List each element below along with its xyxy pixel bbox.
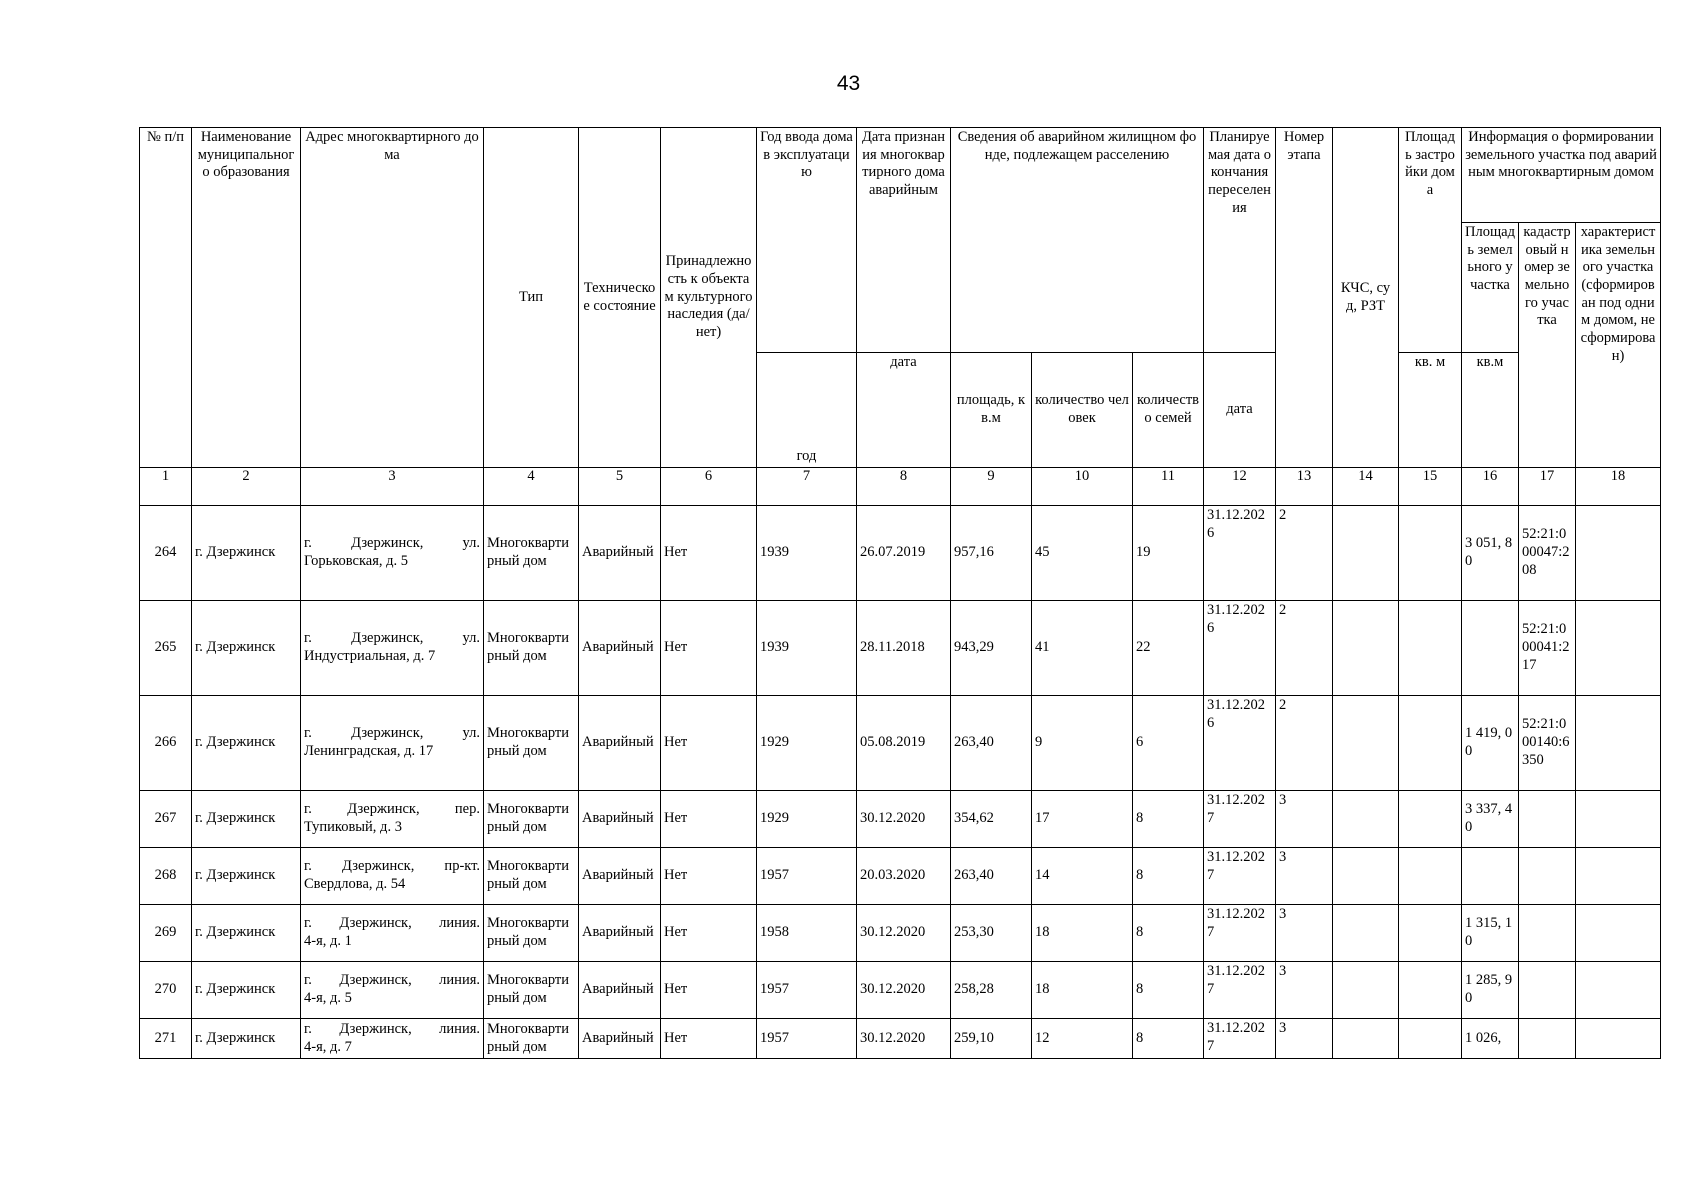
kchs-cell: [1333, 962, 1399, 1019]
build-area-cell: [1399, 905, 1462, 962]
plan-date-cell: 31.12.2027: [1204, 791, 1276, 848]
header-build-area: Площадь застройки дома: [1399, 128, 1462, 353]
cadastral-cell: [1519, 905, 1576, 962]
kchs-cell: [1333, 696, 1399, 791]
column-number: 15: [1399, 468, 1462, 506]
area-cell: 258,28: [951, 962, 1032, 1019]
land-char-cell: [1576, 601, 1661, 696]
municipality-cell: г. Дзержинск: [192, 696, 301, 791]
people-cell: 18: [1032, 905, 1133, 962]
stage-cell: 3: [1276, 905, 1333, 962]
plan-date-cell: 31.12.2026: [1204, 506, 1276, 601]
area-cell: 263,40: [951, 848, 1032, 905]
column-number: 8: [857, 468, 951, 506]
condition-cell: Аварийный: [579, 962, 661, 1019]
families-cell: 8: [1133, 962, 1204, 1019]
people-cell: 14: [1032, 848, 1133, 905]
recognition-date-cell: 05.08.2019: [857, 696, 951, 791]
address-line: г. Дзержинск, ул.: [304, 725, 480, 742]
header-num: № п/п: [140, 128, 192, 468]
land-char-cell: [1576, 696, 1661, 791]
condition-cell: Аварийный: [579, 791, 661, 848]
type-cell: Многоквартирный дом: [484, 848, 579, 905]
land-char-cell: [1576, 791, 1661, 848]
column-number: 14: [1333, 468, 1399, 506]
municipality-cell: г. Дзержинск: [192, 1019, 301, 1059]
address-line: Индустриальная, д. 7: [304, 648, 436, 664]
header-year: Год ввода дома в эксплуатацию: [757, 128, 857, 353]
type-cell: Многоквартирный дом: [484, 905, 579, 962]
header-land-area-unit: кв.м: [1462, 353, 1519, 468]
address-cell: [301, 601, 484, 696]
people-cell: 18: [1032, 962, 1133, 1019]
condition-cell: Аварийный: [579, 601, 661, 696]
cadastral-cell: 52:21:000047:208: [1519, 506, 1576, 601]
year-cell: 1939: [757, 601, 857, 696]
row-number: 269: [140, 905, 192, 962]
table-row: [140, 848, 1661, 905]
row-number: 270: [140, 962, 192, 1019]
header-kchs: КЧС, суд, РЗТ: [1333, 128, 1399, 468]
cadastral-cell: [1519, 962, 1576, 1019]
column-number: 6: [661, 468, 757, 506]
land-area-cell: 3 337, 40: [1462, 791, 1519, 848]
municipality-cell: г. Дзержинск: [192, 905, 301, 962]
area-cell: 957,16: [951, 506, 1032, 601]
condition-cell: Аварийный: [579, 905, 661, 962]
header-area: площадь, кв.м: [951, 353, 1032, 468]
column-number: 17: [1519, 468, 1576, 506]
address-line: Свердлова, д. 54: [304, 876, 406, 892]
address-line: г. Дзержинск, пер.: [304, 801, 480, 818]
recognition-date-cell: 30.12.2020: [857, 962, 951, 1019]
plan-date-cell: 31.12.2026: [1204, 601, 1276, 696]
recognition-date-cell: 20.03.2020: [857, 848, 951, 905]
address-line: Горьковская, д. 5: [304, 553, 409, 569]
land-char-cell: [1576, 1019, 1661, 1059]
stage-cell: 3: [1276, 962, 1333, 1019]
kchs-cell: [1333, 905, 1399, 962]
header-heritage: Принадлежность к объектам культурного наследия (да/нет): [661, 128, 757, 468]
table-row: [140, 962, 1661, 1019]
area-cell: 259,10: [951, 1019, 1032, 1059]
kchs-cell: [1333, 1019, 1399, 1059]
header-address: Адрес многоквартирного дома: [301, 128, 484, 468]
row-number: 266: [140, 696, 192, 791]
condition-cell: Аварийный: [579, 696, 661, 791]
recognition-date-cell: 26.07.2019: [857, 506, 951, 601]
column-number: 10: [1032, 468, 1133, 506]
address-cell: [301, 791, 484, 848]
stage-cell: 3: [1276, 848, 1333, 905]
build-area-cell: [1399, 848, 1462, 905]
heritage-cell: Нет: [661, 506, 757, 601]
cadastral-cell: [1519, 1019, 1576, 1059]
people-cell: 41: [1032, 601, 1133, 696]
condition-cell: Аварийный: [579, 506, 661, 601]
table-row: [140, 506, 1661, 601]
municipality-cell: г. Дзержинск: [192, 791, 301, 848]
heritage-cell: Нет: [661, 601, 757, 696]
table-row: [140, 791, 1661, 848]
header-build-area-unit: кв. м: [1399, 353, 1462, 468]
column-number: 1: [140, 468, 192, 506]
row-number: 271: [140, 1019, 192, 1059]
address-line: г. Дзержинск, линия.: [304, 1020, 480, 1037]
year-cell: 1929: [757, 696, 857, 791]
header-plan-date: Планируемая дата окончания переселения: [1204, 128, 1276, 353]
address-line: г. Дзержинск, линия.: [304, 915, 480, 932]
address-line: 4-я, д. 1: [304, 933, 352, 949]
build-area-cell: [1399, 1019, 1462, 1059]
stage-cell: 3: [1276, 1019, 1333, 1059]
land-char-cell: [1576, 506, 1661, 601]
column-number: 11: [1133, 468, 1204, 506]
build-area-cell: [1399, 506, 1462, 601]
cadastral-cell: [1519, 848, 1576, 905]
land-area-cell: 1 026,: [1462, 1019, 1519, 1059]
recognition-date-cell: 30.12.2020: [857, 905, 951, 962]
header-stage: Номер этапа: [1276, 128, 1333, 468]
build-area-cell: [1399, 791, 1462, 848]
families-cell: 8: [1133, 905, 1204, 962]
column-number: 12: [1204, 468, 1276, 506]
stage-cell: 2: [1276, 506, 1333, 601]
plan-date-cell: 31.12.2027: [1204, 962, 1276, 1019]
municipality-cell: г. Дзержинск: [192, 962, 301, 1019]
column-number: 16: [1462, 468, 1519, 506]
stage-cell: 3: [1276, 791, 1333, 848]
column-number: 13: [1276, 468, 1333, 506]
land-char-cell: [1576, 905, 1661, 962]
page-number: 43: [836, 72, 861, 95]
cadastral-cell: 52:21:000041:217: [1519, 601, 1576, 696]
header-land-area: Площадь земельного участка: [1462, 223, 1519, 353]
header-year-sub: год: [757, 353, 857, 468]
kchs-cell: [1333, 506, 1399, 601]
table-body: [140, 506, 1661, 1059]
area-cell: 263,40: [951, 696, 1032, 791]
people-cell: 9: [1032, 696, 1133, 791]
people-cell: 12: [1032, 1019, 1133, 1059]
header-date-sub: дата: [857, 353, 951, 468]
header-people: количество человек: [1032, 353, 1133, 468]
type-cell: Многоквартирный дом: [484, 962, 579, 1019]
plan-date-cell: 31.12.2027: [1204, 905, 1276, 962]
kchs-cell: [1333, 791, 1399, 848]
header-condition: Техническое состояние: [579, 128, 661, 468]
kchs-cell: [1333, 848, 1399, 905]
address-line: Тупиковый, д. 3: [304, 819, 402, 835]
emergency-housing-table: [139, 127, 1661, 1059]
column-number-row: [140, 468, 1661, 506]
header-families: количество семей: [1133, 353, 1204, 468]
condition-cell: Аварийный: [579, 848, 661, 905]
recognition-date-cell: 30.12.2020: [857, 791, 951, 848]
heritage-cell: Нет: [661, 1019, 757, 1059]
address-line: г. Дзержинск, ул.: [304, 535, 480, 552]
condition-cell: Аварийный: [579, 1019, 661, 1059]
recognition-date-cell: 30.12.2020: [857, 1019, 951, 1059]
land-area-cell: 1 315, 10: [1462, 905, 1519, 962]
recognition-date-cell: 28.11.2018: [857, 601, 951, 696]
row-number: 268: [140, 848, 192, 905]
header-type: Тип: [484, 128, 579, 468]
stage-cell: 2: [1276, 696, 1333, 791]
row-number: 264: [140, 506, 192, 601]
type-cell: Многоквартирный дом: [484, 791, 579, 848]
families-cell: 6: [1133, 696, 1204, 791]
build-area-cell: [1399, 962, 1462, 1019]
area-cell: 354,62: [951, 791, 1032, 848]
type-cell: Многоквартирный дом: [484, 506, 579, 601]
heritage-cell: Нет: [661, 905, 757, 962]
address-cell: [301, 848, 484, 905]
column-number: 2: [192, 468, 301, 506]
header-plan-date-sub: дата: [1204, 353, 1276, 468]
address-cell: [301, 696, 484, 791]
municipality-cell: г. Дзержинск: [192, 601, 301, 696]
build-area-cell: [1399, 601, 1462, 696]
families-cell: 19: [1133, 506, 1204, 601]
address-cell: [301, 962, 484, 1019]
municipality-cell: г. Дзержинск: [192, 506, 301, 601]
column-number: 7: [757, 468, 857, 506]
area-cell: 253,30: [951, 905, 1032, 962]
column-number: 3: [301, 468, 484, 506]
people-cell: 17: [1032, 791, 1133, 848]
year-cell: 1957: [757, 1019, 857, 1059]
plan-date-cell: 31.12.2027: [1204, 848, 1276, 905]
heritage-cell: Нет: [661, 962, 757, 1019]
area-cell: 943,29: [951, 601, 1032, 696]
table-row: [140, 905, 1661, 962]
column-number: 18: [1576, 468, 1661, 506]
kchs-cell: [1333, 601, 1399, 696]
address-line: г. Дзержинск, пр-кт.: [304, 858, 480, 875]
address-line: г. Дзержинск, линия.: [304, 972, 480, 989]
land-char-cell: [1576, 848, 1661, 905]
municipality-cell: г. Дзержинск: [192, 848, 301, 905]
heritage-cell: Нет: [661, 696, 757, 791]
header-municipality: Наименование муниципального образования: [192, 128, 301, 468]
cadastral-cell: [1519, 791, 1576, 848]
heritage-cell: Нет: [661, 791, 757, 848]
year-cell: 1957: [757, 962, 857, 1019]
address-line: г. Дзержинск, ул.: [304, 630, 480, 647]
header-land-char: характеристика земельного участка (сформирован под одним домом, не сформирован): [1576, 223, 1661, 468]
people-cell: 45: [1032, 506, 1133, 601]
address-cell: [301, 1019, 484, 1059]
families-cell: 8: [1133, 848, 1204, 905]
address-line: 4-я, д. 7: [304, 1038, 352, 1055]
land-char-cell: [1576, 962, 1661, 1019]
build-area-cell: [1399, 696, 1462, 791]
type-cell: Многоквартирный дом: [484, 696, 579, 791]
land-area-cell: 3 051, 80: [1462, 506, 1519, 601]
header-recognition-date: Дата признания многоквартирного дома аварийным: [857, 128, 951, 353]
land-area-cell: [1462, 601, 1519, 696]
type-cell: Многоквартирный дом: [484, 601, 579, 696]
header-land-group: Информация о формировании земельного участка под аварийным многоквартирным домом: [1462, 128, 1661, 223]
table-header: [140, 128, 1661, 506]
families-cell: 22: [1133, 601, 1204, 696]
land-area-cell: [1462, 848, 1519, 905]
type-cell: Многоквартирный дом: [484, 1019, 579, 1059]
row-number: 265: [140, 601, 192, 696]
year-cell: 1958: [757, 905, 857, 962]
column-number: 9: [951, 468, 1032, 506]
column-number: 4: [484, 468, 579, 506]
year-cell: 1957: [757, 848, 857, 905]
column-number: 5: [579, 468, 661, 506]
plan-date-cell: 31.12.2027: [1204, 1019, 1276, 1059]
families-cell: 8: [1133, 1019, 1204, 1059]
address-cell: [301, 905, 484, 962]
table-row: [140, 696, 1661, 791]
address-line: 4-я, д. 5: [304, 990, 352, 1006]
table-row: [140, 1019, 1661, 1059]
row-number: 267: [140, 791, 192, 848]
address-line: Ленинградская, д. 17: [304, 743, 434, 759]
header-cadastral: кадастровый номер земельного участка: [1519, 223, 1576, 468]
land-area-cell: 1 285, 90: [1462, 962, 1519, 1019]
heritage-cell: Нет: [661, 848, 757, 905]
families-cell: 8: [1133, 791, 1204, 848]
year-cell: 1929: [757, 791, 857, 848]
table-row: [140, 601, 1661, 696]
address-cell: [301, 506, 484, 601]
stage-cell: 2: [1276, 601, 1333, 696]
year-cell: 1939: [757, 506, 857, 601]
land-area-cell: 1 419, 00: [1462, 696, 1519, 791]
cadastral-cell: 52:21:000140:6350: [1519, 696, 1576, 791]
plan-date-cell: 31.12.2026: [1204, 696, 1276, 791]
header-emergency-group: Сведения об аварийном жилищном фонде, подлежащем расселению: [951, 128, 1204, 353]
